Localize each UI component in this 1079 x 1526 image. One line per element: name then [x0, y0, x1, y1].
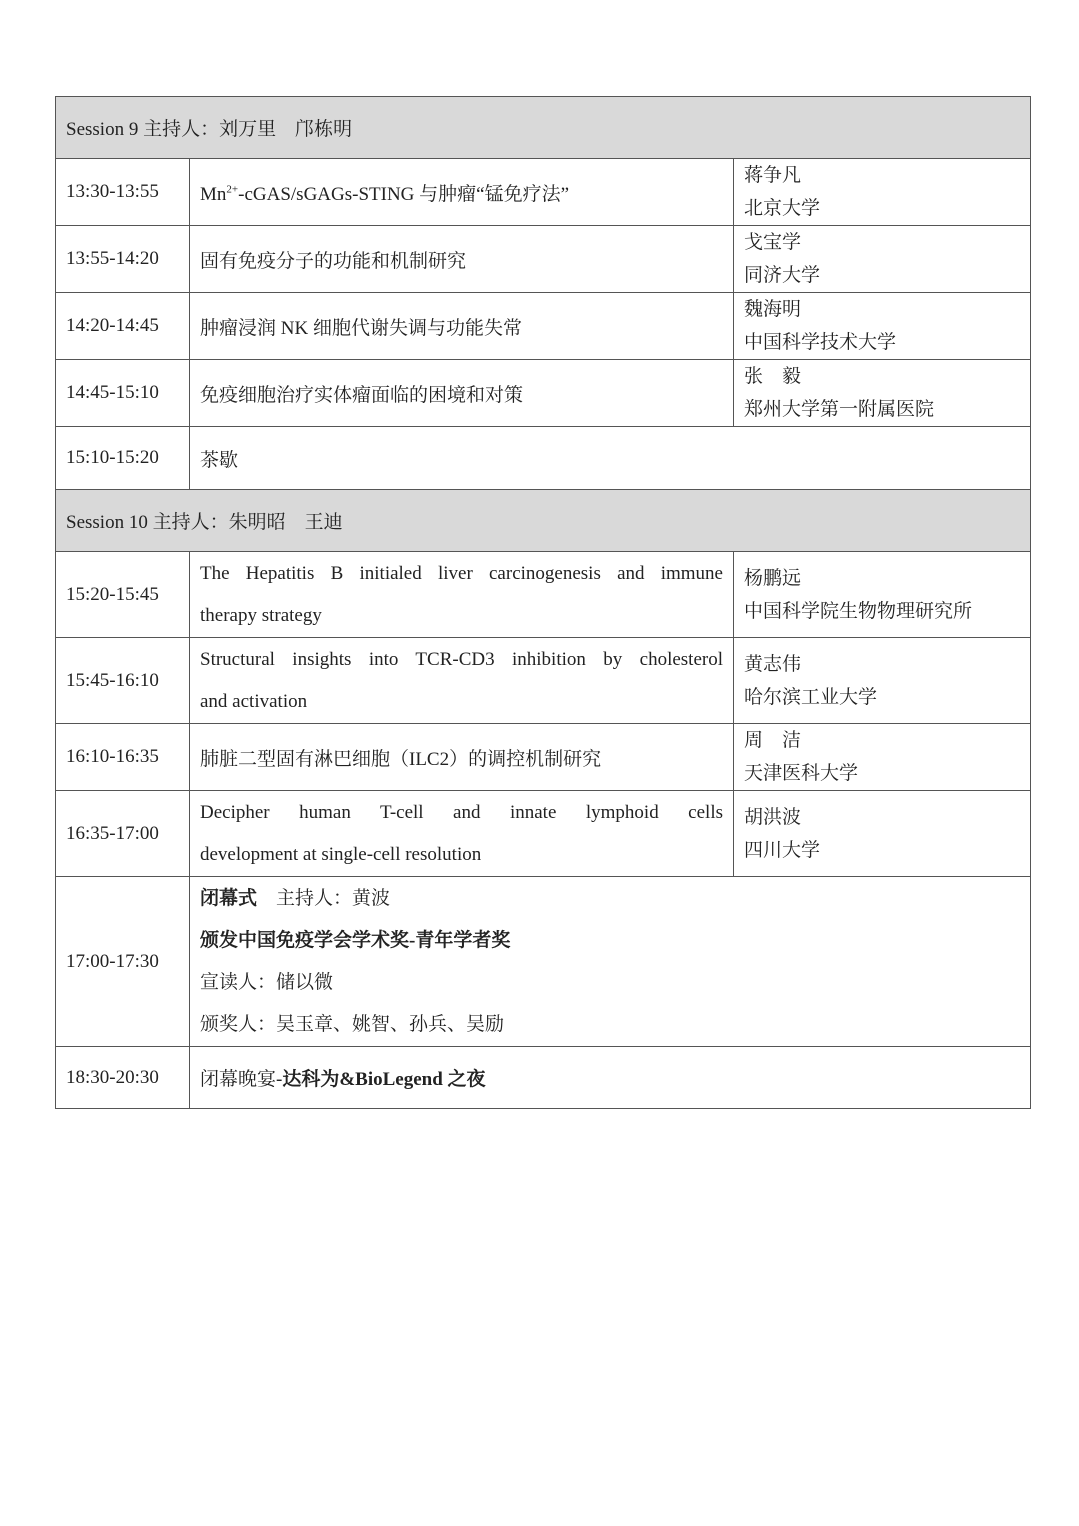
- speaker-affiliation: 郑州大学第一附属医院: [744, 399, 935, 420]
- table-row: [56, 552, 1031, 638]
- session-9-host-label: 主持人：: [143, 119, 220, 140]
- banquet-label: 闭幕晚宴-达科为&BioLegend 之夜: [190, 1047, 1031, 1109]
- speaker-affiliation: 北京大学: [744, 198, 821, 219]
- talk-title: $Mn^{2+}-cGAS/sGAGs$-STING 与肿瘤“锰免疗法”: [190, 159, 734, 226]
- time-cell: 15:45-16:10: [56, 638, 190, 724]
- time-cell: 13:55-14:20: [56, 226, 190, 293]
- speaker-cell: [734, 159, 1031, 226]
- session-10-label: Session 10: [66, 512, 148, 533]
- award-title: 颁发中国免疫学会学术奖-青年学者奖: [200, 929, 511, 951]
- session-9-label: Session 9: [66, 119, 139, 140]
- closing-title: 闭幕式: [200, 887, 258, 909]
- speaker-affiliation: 中国科学技术大学: [744, 332, 897, 353]
- speaker-name: 魏海明: [744, 299, 802, 320]
- talk-title: 免疫细胞治疗实体瘤面临的困境和对策: [190, 360, 734, 427]
- schedule-table: [55, 96, 1031, 1109]
- speaker-affiliation: 天津医科大学: [744, 763, 859, 784]
- speaker-cell: [734, 552, 1031, 638]
- time-cell: 13:30-13:55: [56, 159, 190, 226]
- time-cell: 17:00-17:30: [56, 877, 190, 1047]
- break-row: [56, 427, 1031, 490]
- time-cell: 15:10-15:20: [56, 427, 190, 490]
- table-row: [56, 791, 1031, 877]
- speaker-name: 蒋争凡: [744, 165, 802, 186]
- speaker-cell: [734, 360, 1031, 427]
- speaker-name: 张 毅: [744, 366, 802, 387]
- talk-title: Decipher human T-cell and innate lymphoid cells development at single-cell resolution: [190, 791, 734, 877]
- banquet-row: [56, 1047, 1031, 1109]
- time-cell: 16:10-16:35: [56, 724, 190, 791]
- table-row: [56, 293, 1031, 360]
- speaker-affiliation: 四川大学: [744, 839, 821, 861]
- closing-row: [56, 877, 1031, 1047]
- speaker-cell: [734, 226, 1031, 293]
- speaker-name: 杨鹏远: [744, 567, 802, 589]
- time-cell: 18:30-20:30: [56, 1047, 190, 1109]
- time-cell: 14:45-15:10: [56, 360, 190, 427]
- break-label: 茶歇: [190, 427, 1031, 490]
- talk-title: Structural insights into TCR-CD3 inhibition by cholesterol and activation: [190, 638, 734, 724]
- speaker-cell: [734, 638, 1031, 724]
- speaker-cell: [734, 293, 1031, 360]
- speaker-affiliation: 中国科学院生物物理研究所: [744, 600, 973, 622]
- closing-host: 主持人：黄波: [257, 887, 391, 909]
- speaker-name: 黄志伟: [744, 653, 802, 675]
- speaker-cell: [734, 791, 1031, 877]
- table-row: [56, 724, 1031, 791]
- talk-title: 肿瘤浸润 NK 细胞代谢失调与功能失常: [190, 293, 734, 360]
- talk-title: 肺脏二型固有淋巴细胞（ILC2）的调控机制研究: [190, 724, 734, 791]
- time-cell: 15:20-15:45: [56, 552, 190, 638]
- table-row: [56, 159, 1031, 226]
- speaker-name: 胡洪波: [744, 806, 802, 828]
- closing-details: [190, 877, 1031, 1047]
- session-10-hosts: 朱明昭 王迪: [228, 512, 343, 533]
- table-row: [56, 226, 1031, 293]
- table-row: [56, 360, 1031, 427]
- session-9-header: [56, 97, 1031, 159]
- session-10-header: [56, 490, 1031, 552]
- talk-title: The Hepatitis B initialed liver carcinogenesis and immune therapy strategy: [190, 552, 734, 638]
- time-cell: 14:20-14:45: [56, 293, 190, 360]
- speaker-affiliation: 同济大学: [744, 265, 821, 286]
- time-cell: 16:35-17:00: [56, 791, 190, 877]
- award-reader: 宣读人：储以微: [200, 971, 334, 993]
- talk-title: 固有免疫分子的功能和机制研究: [190, 226, 734, 293]
- session-10-host-label: 主持人：: [152, 512, 229, 533]
- speaker-affiliation: 哈尔滨工业大学: [744, 686, 878, 708]
- speaker-name: 周 洁: [744, 730, 802, 751]
- session-9-hosts: 刘万里 邝栋明: [219, 119, 353, 140]
- speaker-name: 戈宝学: [744, 232, 802, 253]
- award-presenters: 颁奖人：吴玉章、姚智、孙兵、吴励: [200, 1013, 505, 1035]
- speaker-cell: [734, 724, 1031, 791]
- table-row: [56, 638, 1031, 724]
